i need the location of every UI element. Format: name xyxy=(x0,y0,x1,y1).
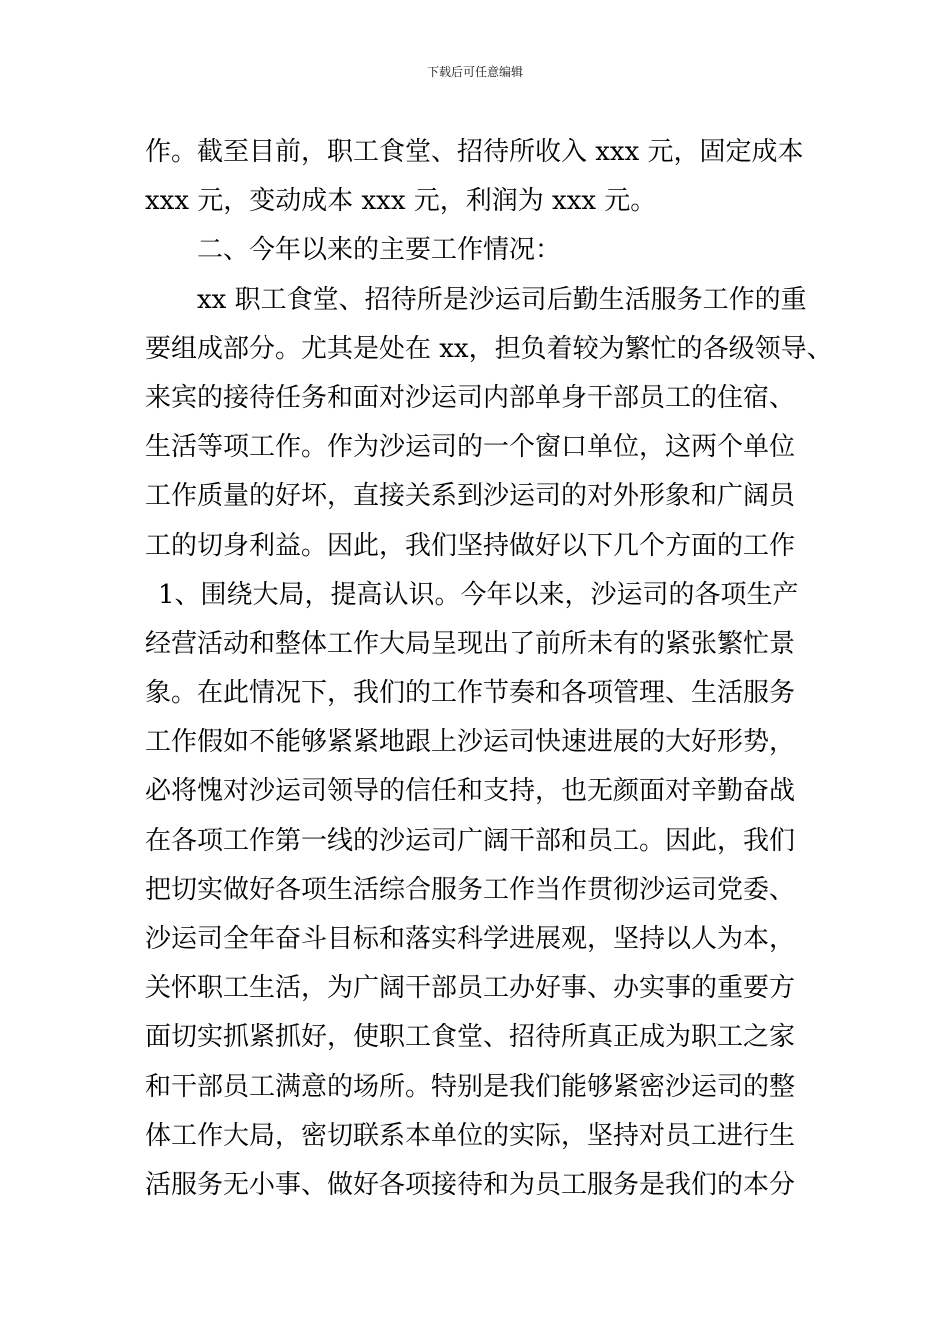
text-line: 来宾的接待任务和面对沙运司内部单身干部员工的住宿、 xyxy=(145,382,796,413)
section-heading: 二、今年以来的主要工作情况： xyxy=(197,235,562,266)
text-line: 和干部员工满意的场所。特别是我们能够紧密沙运司的整 xyxy=(145,1071,796,1102)
page-header: 下载后可任意编辑 xyxy=(426,65,523,79)
text-line: 把切实做好各项生活综合服务工作当作贯彻沙运司党委、 xyxy=(145,874,796,905)
text-line: 必将愧对沙运司领导的信任和支持，也无颜面对辛勤奋战 xyxy=(145,776,796,807)
text-line: 工作质量的好坏，直接关系到沙运司的对外形象和广阔员 xyxy=(145,481,796,512)
text-line: 要组成部分。尤其是处在 xx，担负着较为繁忙的各级领导、 xyxy=(145,333,833,364)
text-line: xxx 元，变动成本 xxx 元，利润为 xxx 元。 xyxy=(145,186,657,217)
text-line: 象。在此情况下，我们的工作节奏和各项管理、生活服务 xyxy=(145,678,796,709)
text-line: 经营活动和整体工作大局呈现出了前所未有的紧张繁忙景 xyxy=(145,628,796,659)
document-body xyxy=(145,128,833,1210)
text-line: 沙运司全年奋斗目标和落实科学进展观，坚持以人为本， xyxy=(145,924,796,954)
text-line: 活服务无小事、做好各项接待和为员工服务是我们的本分 xyxy=(145,1169,796,1200)
text-line: 关怀职工生活，为广阔干部员工办好事、办实事的重要方 xyxy=(145,973,796,1004)
text-line: 作。截至目前，职工食堂、招待所收入 xxx 元，固定成本 xyxy=(145,137,804,167)
list-item-heading: 1、围绕大局，提高认识。今年以来，沙运司的各项生产 xyxy=(158,579,799,610)
text-line: 面切实抓紧抓好，使职工食堂、招待所真正成为职工之家 xyxy=(145,1022,796,1053)
text-line: xx 职工食堂、招待所是沙运司后勤生活服务工作的重 xyxy=(197,284,807,315)
text-line: 工作假如不能够紧紧地跟上沙运司快速进展的大好形势， xyxy=(145,727,796,758)
text-line: 在各项工作第一线的沙运司广阔干部和员工。因此，我们 xyxy=(145,825,796,856)
text-line: 体工作大局，密切联系本单位的实际，坚持对员工进行生 xyxy=(145,1120,796,1151)
text-line: 工的切身利益。因此，我们坚持做好以下几个方面的工作 xyxy=(145,530,796,561)
text-line: 生活等项工作。作为沙运司的一个窗口单位，这两个单位 xyxy=(145,432,796,463)
